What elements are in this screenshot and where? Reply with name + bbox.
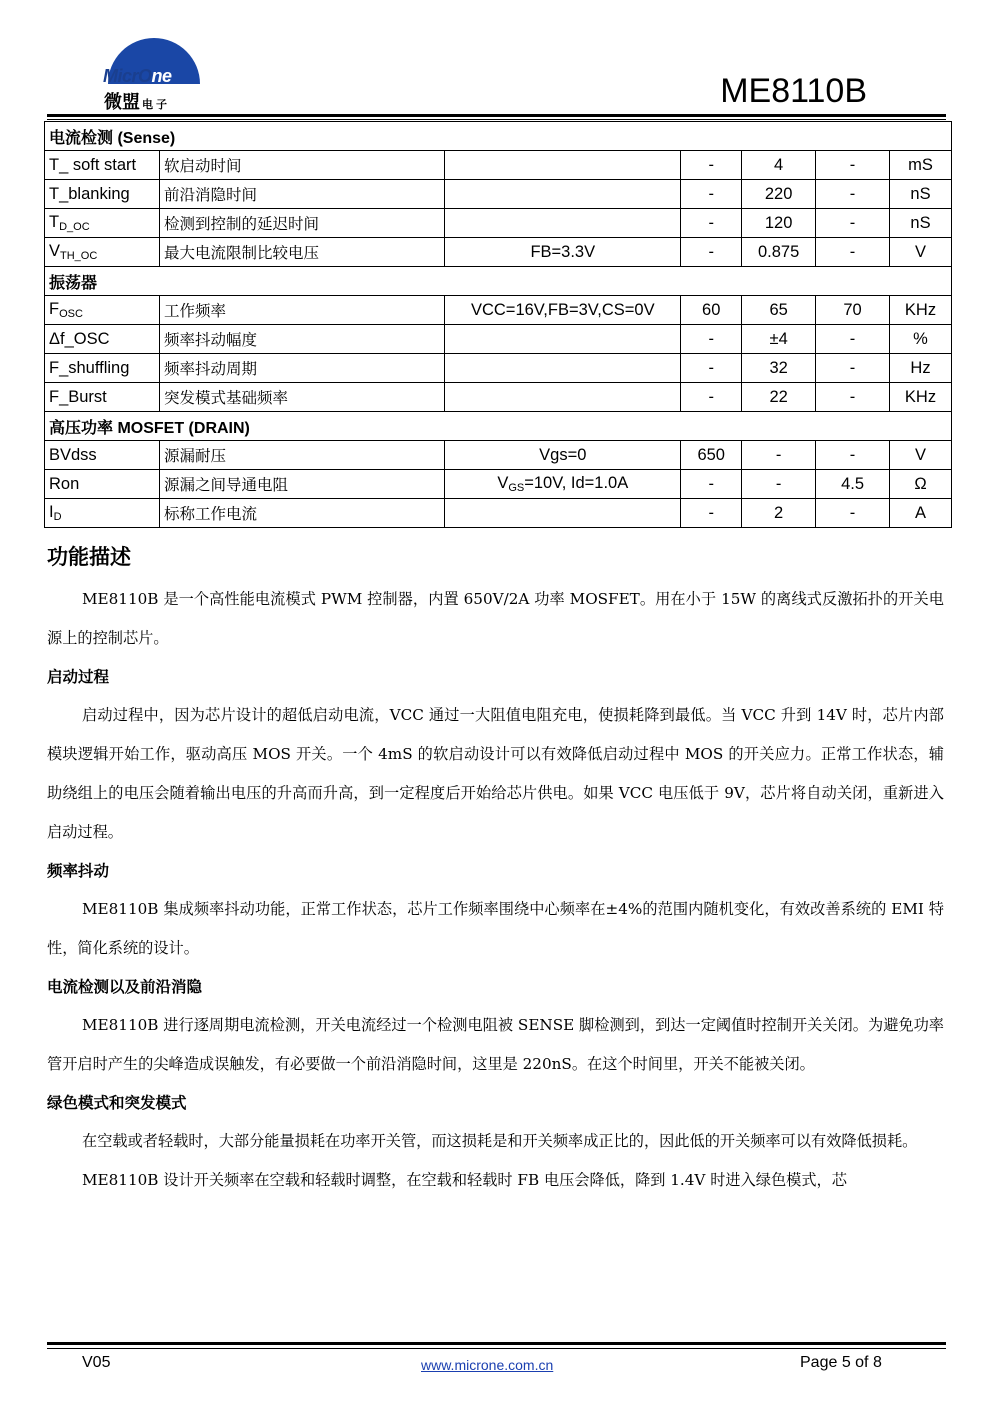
condition-cell xyxy=(445,209,681,238)
table-row xyxy=(45,325,952,354)
symbol-text: T xyxy=(49,213,60,231)
symbol-cell xyxy=(45,325,160,354)
subheading-jitter: 频率抖动 xyxy=(47,862,110,880)
min-cell: 60 xyxy=(681,296,742,325)
max-cell: - xyxy=(816,209,890,238)
unit-cell: mS xyxy=(890,151,952,180)
table-row xyxy=(45,209,952,238)
unit-cell: % xyxy=(890,325,952,354)
min-cell: 650 xyxy=(681,441,742,470)
description-cell: 前沿消隐时间 xyxy=(159,180,444,209)
typ-cell: 22 xyxy=(742,383,816,412)
min-cell: - xyxy=(681,209,742,238)
min-cell: - xyxy=(681,499,742,528)
unit-cell: V xyxy=(890,441,952,470)
typ-cell: 32 xyxy=(742,354,816,383)
symbol-cell xyxy=(45,151,160,180)
description-cell: 工作频率 xyxy=(159,296,444,325)
min-cell: - xyxy=(681,151,742,180)
table-row xyxy=(45,296,952,325)
table-row xyxy=(45,499,952,528)
subheading-sense: 电流检测以及前沿消隐 xyxy=(47,978,203,996)
footer-rule xyxy=(47,1342,946,1345)
description-cell: 源漏之间导通电阻 xyxy=(159,470,444,499)
min-cell: - xyxy=(681,180,742,209)
description-cell: 标称工作电流 xyxy=(159,499,444,528)
table-row xyxy=(45,180,952,209)
unit-cell: Ω xyxy=(890,470,952,499)
subheading-startup: 启动过程 xyxy=(47,668,110,686)
description-cell: 软启动时间 xyxy=(159,151,444,180)
table-row xyxy=(45,470,952,499)
max-cell: 4.5 xyxy=(816,470,890,499)
unit-cell: Hz xyxy=(890,354,952,383)
max-cell: 70 xyxy=(816,296,890,325)
table-row xyxy=(45,383,952,412)
symbol-text: F xyxy=(49,300,60,318)
max-cell: - xyxy=(816,325,890,354)
description-cell: 最大电流限制比较电压 xyxy=(159,238,444,267)
symbol-text: V xyxy=(49,242,61,260)
table-row xyxy=(45,354,952,383)
condition-cell xyxy=(445,151,681,180)
unit-cell: nS xyxy=(890,209,952,238)
paragraph-function: ME8110B 是一个高性能电流模式 PWM 控制器，内置 650V/2A 功率 MOSFET。用在小于 15W 的离线式反激拓扑的开关电源上的控制芯片。 xyxy=(47,590,944,647)
table-section-row xyxy=(45,267,952,296)
max-cell: - xyxy=(816,441,890,470)
condition-cell: Vgs=0 xyxy=(445,441,681,470)
unit-cell: KHz xyxy=(890,296,952,325)
min-cell: - xyxy=(681,354,742,383)
symbol-text: Δf_OSC xyxy=(49,329,110,348)
condition-cell: VCC=16V,FB=3V,CS=0V xyxy=(445,296,681,325)
min-cell: - xyxy=(681,470,742,499)
spec-table xyxy=(44,121,952,528)
typ-cell: ±4 xyxy=(742,325,816,354)
symbol-subscript: D xyxy=(53,511,62,523)
unit-cell: KHz xyxy=(890,383,952,412)
description-cell: 源漏耐压 xyxy=(159,441,444,470)
symbol-text: F_Burst xyxy=(49,387,107,406)
typ-cell: 0.875 xyxy=(742,238,816,267)
symbol-text: Ron xyxy=(49,474,80,493)
min-cell: - xyxy=(681,238,742,267)
footer-rule-thin xyxy=(47,1348,946,1349)
symbol-subscript: TH_OC xyxy=(60,250,98,262)
condition-subscript: GS xyxy=(508,482,525,494)
symbol-cell xyxy=(45,499,160,528)
document-title: ME8110B xyxy=(720,72,867,110)
table-row xyxy=(45,441,952,470)
paragraph-jitter: ME8110B 集成频率抖动功能，正常工作状态，芯片工作频率围绕中心频率在±4%的范围内随机变化，有效改善系统的 EMI 特性，简化系统的设计。 xyxy=(47,900,944,957)
symbol-text: F_shuffling xyxy=(49,358,130,377)
symbol-text: T_ soft start xyxy=(49,155,137,174)
section-heading-function: 功能描述 xyxy=(47,545,131,569)
paragraph-green-2: ME8110B 设计开关频率在空载和轻载时调整，在空载和轻载时 FB 电压会降低，降到 1.4V 时进入绿色模式，芯 xyxy=(82,1171,847,1189)
max-cell: - xyxy=(816,499,890,528)
symbol-cell xyxy=(45,180,160,209)
table-section-title: 高压功率 MOSFET (DRAIN) xyxy=(45,412,952,441)
footer-version: V05 xyxy=(82,1354,111,1371)
logo-text-cn: 微盟 电子 xyxy=(104,92,170,113)
unit-cell: nS xyxy=(890,180,952,209)
paragraph-startup: 启动过程中，因为芯片设计的超低启动电流，VCC 通过一大阻值电阻充电，使损耗降到最低。当 VCC 升到 14V 时，芯片内部模块逻辑开始工作，驱动高压 MOS 开关。一个 4mS 的软启动设计可以有效降低启动过程中 MOS 的开关应力。正常工作状态，辅助绕组上的电压会随着输出电压的升高而升高，到一定程度后开始给芯片供电。如果 VCC 电压低于 9V，芯片将自动关闭，重新进入启动过程。 xyxy=(47,706,944,841)
condition-cell xyxy=(445,354,681,383)
condition-text: =10V, Id=1.0A xyxy=(524,474,629,492)
max-cell: - xyxy=(816,180,890,209)
description-cell: 突发模式基础频率 xyxy=(159,383,444,412)
condition-cell: FB=3.3V xyxy=(445,238,681,267)
condition-cell xyxy=(445,470,681,499)
logo-text-en: MicrOne xyxy=(103,66,172,86)
footer-url-link[interactable]: www.microne.com.cn xyxy=(421,1357,554,1373)
symbol-text: T_blanking xyxy=(49,184,130,203)
table-row xyxy=(45,151,952,180)
min-cell: - xyxy=(681,325,742,354)
typ-cell: 120 xyxy=(742,209,816,238)
symbol-text: I xyxy=(49,503,54,521)
description-cell: 频率抖动幅度 xyxy=(159,325,444,354)
subheading-green-mode: 绿色模式和突发模式 xyxy=(47,1094,187,1112)
typ-cell: - xyxy=(742,441,816,470)
paragraph-sense: ME8110B 进行逐周期电流检测，开关电流经过一个检测电阻被 SENSE 脚检测到，到达一定阈值时控制开关关闭。为避免功率管开启时产生的尖峰造成误触发，有必要做一个前沿消隐时间，这里是 220nS。在这个时间里，开关不能被关闭。 xyxy=(47,1016,944,1073)
header-rule xyxy=(47,114,946,117)
typ-cell: 65 xyxy=(742,296,816,325)
table-row xyxy=(45,238,952,267)
symbol-cell xyxy=(45,296,160,325)
typ-cell: - xyxy=(742,470,816,499)
symbol-cell xyxy=(45,470,160,499)
description-content xyxy=(47,540,944,1200)
max-cell: - xyxy=(816,151,890,180)
table-section-title: 振荡器 xyxy=(45,267,952,296)
description-cell: 检测到控制的延迟时间 xyxy=(159,209,444,238)
symbol-cell xyxy=(45,238,160,267)
condition-cell xyxy=(445,499,681,528)
condition-cell xyxy=(445,180,681,209)
typ-cell: 4 xyxy=(742,151,816,180)
table-section-row xyxy=(45,412,952,441)
symbol-cell xyxy=(45,354,160,383)
symbol-text: BVdss xyxy=(49,445,97,464)
table-section-title: 电流检测 (Sense) xyxy=(45,122,952,151)
typ-cell: 2 xyxy=(742,499,816,528)
max-cell: - xyxy=(816,354,890,383)
symbol-cell xyxy=(45,383,160,412)
header-rule-thin xyxy=(47,119,946,120)
table-section-row xyxy=(45,122,952,151)
paragraph-green-1: 在空载或者轻载时，大部分能量损耗在功率开关管，而这损耗是和开关频率成正比的，因此低的开关频率可以有效降低损耗。 xyxy=(82,1132,918,1150)
max-cell: - xyxy=(816,238,890,267)
symbol-cell xyxy=(45,441,160,470)
unit-cell: A xyxy=(890,499,952,528)
description-cell: 频率抖动周期 xyxy=(159,354,444,383)
symbol-subscript: OSC xyxy=(59,308,83,320)
condition-cell xyxy=(445,325,681,354)
condition-cell xyxy=(445,383,681,412)
typ-cell: 220 xyxy=(742,180,816,209)
symbol-subscript: D_OC xyxy=(59,221,90,233)
max-cell: - xyxy=(816,383,890,412)
min-cell: - xyxy=(681,383,742,412)
condition-text: V xyxy=(497,474,509,492)
footer-page-number: Page 5 of 8 xyxy=(800,1354,882,1371)
unit-cell: V xyxy=(890,238,952,267)
symbol-cell xyxy=(45,209,160,238)
